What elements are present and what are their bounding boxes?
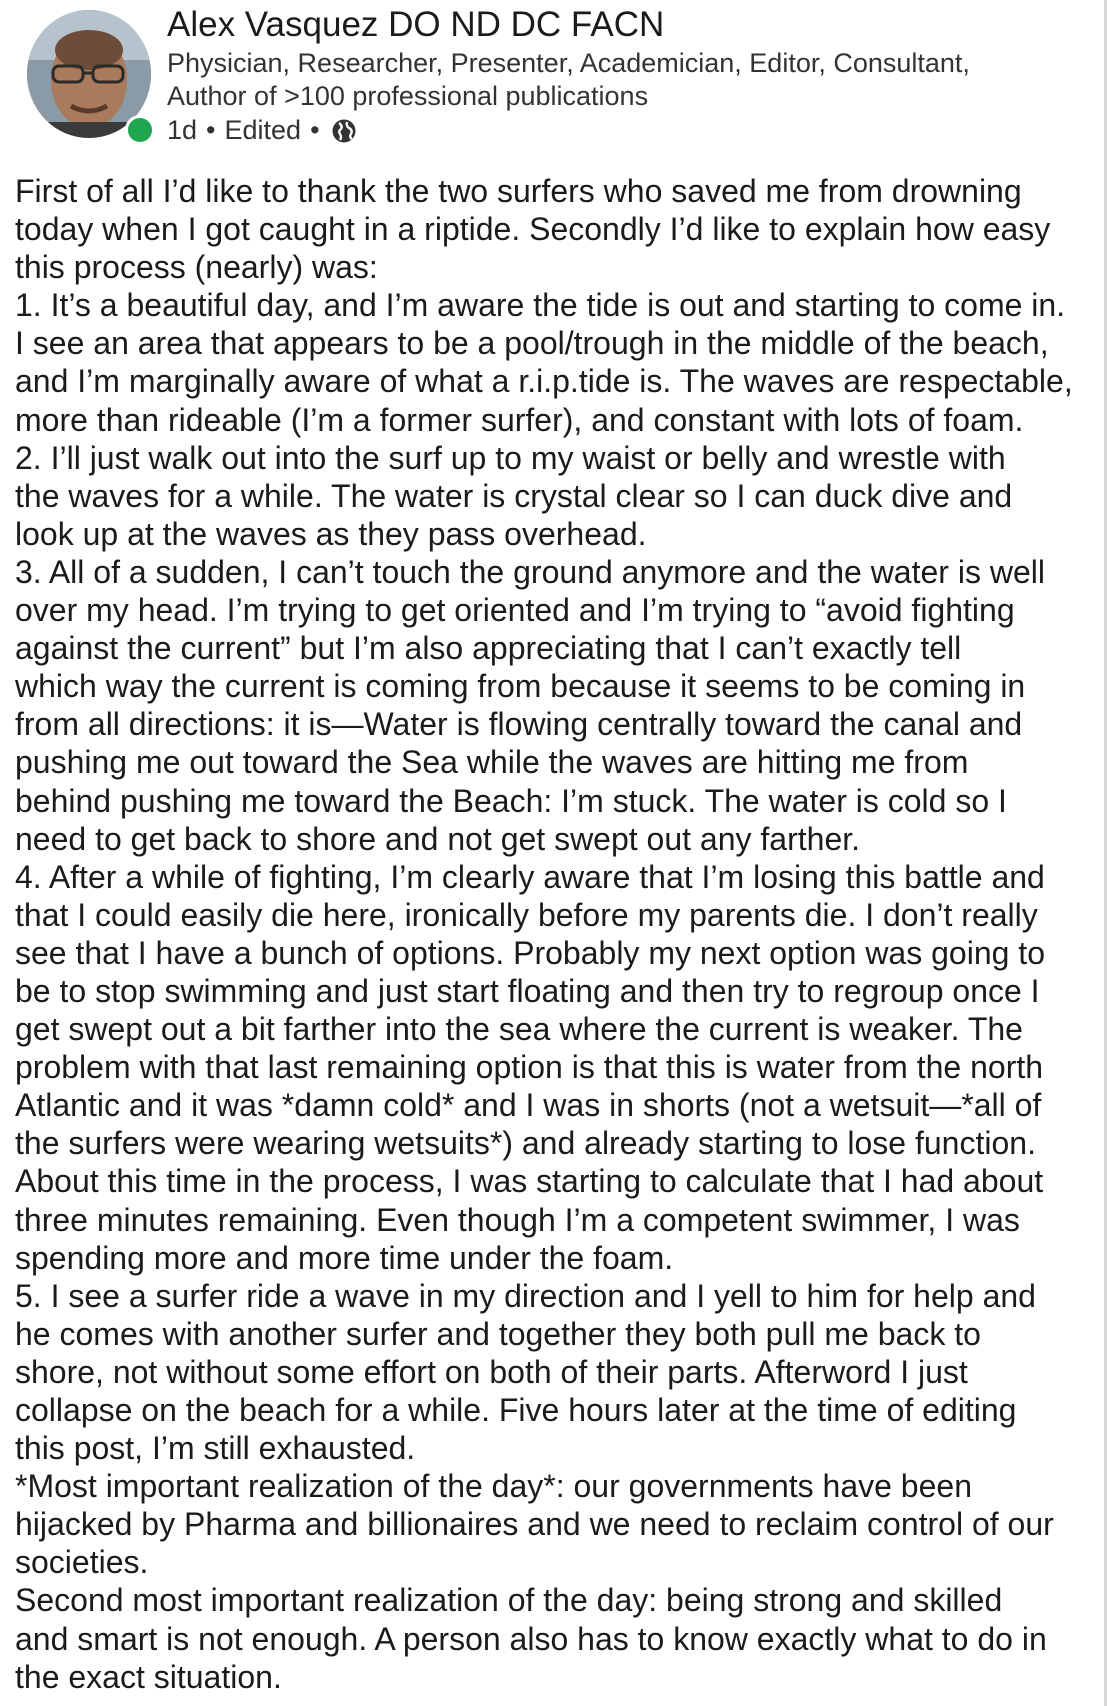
post-text-line: three minutes remaining. Even though I’m a competent swimmer, I was <box>15 1201 1020 1238</box>
post-text-line: from all directions: it is—Water is flowing centrally toward the canal and <box>15 706 1023 743</box>
post-text-line: see that I have a bunch of options. Probably my next option was going to <box>15 934 1045 971</box>
post-header <box>0 0 1104 160</box>
post-text-line: look up at the waves as they pass overhead. <box>15 515 647 552</box>
post-text-line: need to get back to shore and not get swept out any farther. <box>15 820 861 857</box>
post-text-line: get swept out a bit farther into the sea where the current is weaker. The <box>15 1011 1023 1048</box>
globe-icon[interactable] <box>331 118 357 144</box>
post-text-line: *Most important realization of the day*: our governments have been <box>15 1468 972 1505</box>
post-text-line: that I could easily die here, ironically before my parents die. I don’t really <box>15 896 1038 933</box>
post-text-line: more than rideable (I’m a former surfer), and constant with lots of foam. <box>15 401 1024 438</box>
post-text-line: 5. I see a surfer ride a wave in my direction and I yell to him for help and <box>15 1277 1036 1314</box>
author-name[interactable]: Alex Vasquez DO ND DC FACN <box>167 5 665 44</box>
post-text-line: and I’m marginally aware of what a r.i.p.tide is. The waves are respectable, <box>15 363 1073 400</box>
post-text-line: the waves for a while. The water is crystal clear so I can duck dive and <box>15 477 1013 514</box>
post-text-line: First of all I’d like to thank the two surfers who saved me from drowning <box>15 173 1022 209</box>
post-text-line: this post, I’m still exhausted. <box>15 1430 416 1467</box>
meta-separator: • <box>206 115 216 145</box>
post-text-line: 4. After a while of fighting, I’m clearly aware that I’m losing this battle and <box>15 858 1045 895</box>
post-text-line: hijacked by Pharma and billionaires and we need to reclaim control of our <box>15 1506 1054 1543</box>
post-text-line: pushing me out toward the Sea while the waves are hitting me from <box>15 744 969 781</box>
post-meta <box>167 114 357 147</box>
headline-line: Author of >100 professional publications <box>167 81 649 111</box>
post-text-line: over my head. I’m trying to get oriented and I’m trying to “avoid fighting <box>15 592 1015 629</box>
post-text-line: the surfers were wearing wetsuits*) and already starting to lose function. <box>15 1125 1036 1162</box>
post-text-line: behind pushing me toward the Beach: I’m stuck. The water is cold so I <box>15 782 1007 819</box>
post-text-line: I see an area that appears to be a pool/trough in the middle of the beach, <box>15 325 1049 362</box>
post-text-line: be to stop swimming and just start floating and then try to regroup once I <box>15 972 1040 1009</box>
post-text-line: spending more and more time under the foam. <box>15 1239 674 1276</box>
post-text-line: 3. All of a sudden, I can’t touch the ground anymore and the water is well <box>15 553 1045 590</box>
headline-line: Physician, Researcher, Presenter, Academician, Editor, Consultant, <box>167 48 970 78</box>
post-text-line: problem with that last remaining option is that this is water from the north <box>15 1049 1044 1086</box>
post-text-line: societies. <box>15 1544 149 1581</box>
post-text-line: against the current” but I’m also appreciating that I can’t exactly tell <box>15 630 962 667</box>
edited-label: Edited <box>224 115 302 145</box>
post-text-line: today when I got caught in a riptide. Secondly I’d like to explain how easy <box>15 211 1051 248</box>
post-text-line: About this time in the process, I was starting to calculate that I had about <box>15 1163 1044 1200</box>
post-text-line: shore, not without some effort on both of their parts. Afterword I just <box>15 1353 968 1390</box>
post-text-line: Second most important realization of the day: being strong and skilled <box>15 1582 1003 1619</box>
post-text-line: Atlantic and it was *damn cold* and I was in shorts (not a wetsuit—*all of <box>15 1087 1042 1124</box>
post-text-line: and smart is not enough. A person also has to know exactly what to do in <box>15 1620 1047 1657</box>
post-text-line: collapse on the beach for a while. Five hours later at the time of editing <box>15 1392 1017 1428</box>
post-text-line: he comes with another surfer and together they both pull me back to <box>15 1315 981 1352</box>
post-text-line: 1. It’s a beautiful day, and I’m aware the tide is out and starting to come in. <box>15 287 1066 324</box>
meta-separator: • <box>310 115 320 145</box>
post-body <box>15 172 1100 1696</box>
post-text-line: which way the current is coming from because it seems to be coming in <box>15 668 1026 705</box>
post-text-line: this process (nearly) was: <box>15 249 378 286</box>
post-text-line: the exact situation. <box>15 1658 282 1695</box>
post-text-line: 2. I’ll just walk out into the surf up to my waist or belly and wrestle with <box>15 439 1006 476</box>
online-status-indicator <box>125 115 155 145</box>
author-headline <box>167 47 1067 113</box>
post-timestamp[interactable]: 1d <box>167 115 198 145</box>
